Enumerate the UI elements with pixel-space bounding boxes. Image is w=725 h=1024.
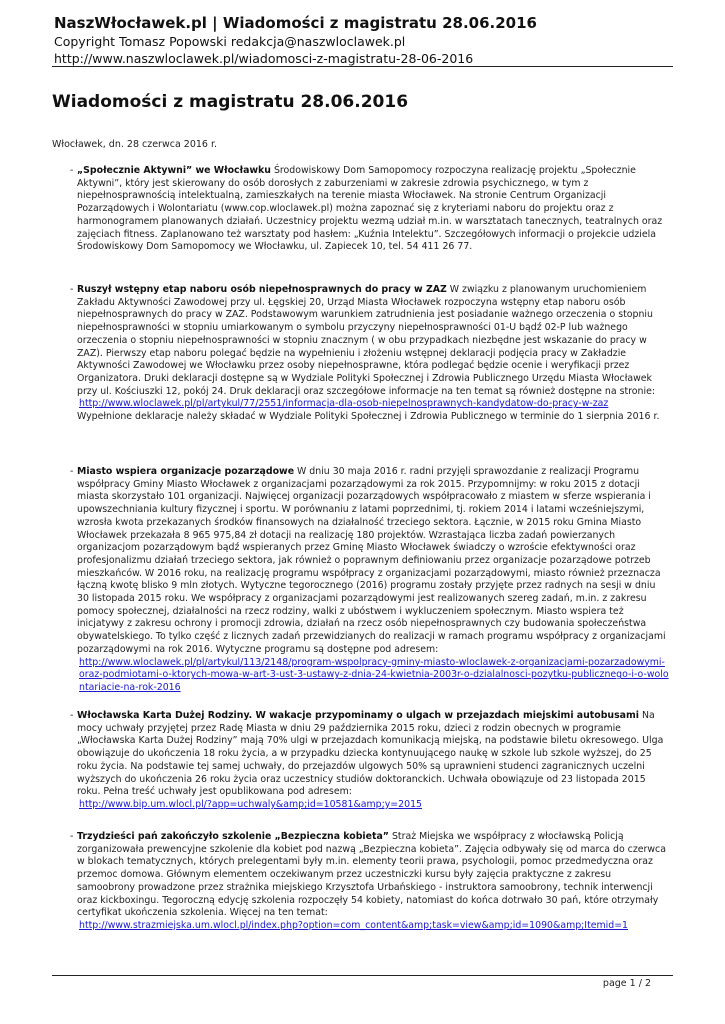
list-item	[70, 284, 670, 424]
item-heading: „Społecznie Aktywni” we Włocławku	[77, 165, 271, 176]
list-item	[70, 710, 670, 812]
footer-divider	[52, 975, 673, 976]
list-bullet: -	[70, 831, 74, 842]
item-body-continued: Wypełnione deklaracje należy składać w Wydziale Polityki Społecznej i Zdrowia Publicznego w terminie do 1 sierpnia 2016 r.	[77, 411, 660, 423]
item-body: Środowiskowy Dom Samopomocy rozpoczyna realizację projektu „Społecznie Aktywni”, który jest skierowany do osób dorosłych z zaburzeniami w zakresie zdrowia psychicznego, w tym z niepełnosprawnością intelektualną, zamieszkałych na terenie miasta Włocławek. Na stronie Centrum Organizacji Pozarządowych i Wolontariatu (www.cop.wloclawek.pl) można zapoznać się z kryteriami naboru do projektu oraz z harmonogramem planowanych działań. Uczestnicy projektu wezmą udział m.in. w warsztatach tanecznych, teatralnych oraz zajęciach fitness. Zaplanowano też warsztaty pod hasłem: „Kuźnia Intelektu”. Szczegółowych informacji o projekcie udziela Środowiskowy Dom Samopomocy we Włocławku, ul. Zapiecek 10, tel. 54 411 26 77.	[77, 165, 663, 253]
item-link[interactable]: http://www.bip.um.wlocl.pl/?app=uchwaly&amp;id=10581&amp;y=2015	[79, 798, 423, 810]
item-body: Straż Miejska we współpracy z włocławską Policją zorganizowała prewencyjne szkolenie dla kobiet pod nazwą „Bezpieczna kobieta”. Zajęcia odbywały się od marca do czerwca w blokach tematycznych, których prelegentami były m.in. elementy teorii prawa, psychologii, pomoc przedmedyczna oraz przemoc domowa. Głównym elementem oczekiwanym przez uczestniczki kursu były zajęcia praktyczne z zakresu samoobrony prowadzone przez strażnika miejskiego Krzysztofa Urbańskiego - instruktora samoobrony, technik interwencji oraz kickboxingu. Tegoroczną edycję szkolenia rozpoczęły 54 kobiety, natomiast do końca dotrwało 30 pań, które otrzymały certyfikat ukończenia szkolenia. Więcej na ten temat:	[77, 831, 666, 919]
list-bullet: -	[70, 165, 74, 176]
document-header	[54, 14, 674, 67]
list-bullet: -	[70, 710, 74, 721]
header-divider	[52, 66, 673, 67]
page-number: page 1 / 2	[602, 978, 651, 989]
item-body: W związku z planowanym uruchomieniem Zakładu Aktywności Zawodowej przy ul. Łęgskiej 20, Urząd Miasta Włocławek rozpoczyna wstępny etap naboru osób niepełnosprawnych do pracy w ZAZ. Podstawowym warunkiem zatrudnienia jest posiadanie ważnego orzeczenia o stopniu niepełnosprawności w stopniu umiarkowanym o symbolu przyczyny niepełnosprawności 01-U bądź 02-P lub ważnego orzeczenia o stopniu niepełnosprawności w stopniu znacznym ( w obu przypadkach niezbędne jest wskazanie do pracy w ZAZ). Pierwszy etap naboru polegać będzie na wypełnieniu i złożeniu wstępnej deklaracji podjęcia pracy w Zakładzie Aktywności Zawodowej we Włocławku przez osoby niepełnosprawne, która podlegać będzie ocenie i weryfikacji przez Organizatora. Druki deklaracji dostępne są w Wydziale Polityki Społecznej i Zdrowia Publicznego Urzędu Miasta Włocławek przy ul. Kościuszki 12, pokój 24. Druk deklaracji oraz szczegółowe informacje na ten temat są również dostępne na stronie:	[77, 284, 655, 397]
copyright-line: Copyright Tomasz Popowski redakcja@naszwloclawek.pl	[54, 34, 406, 49]
item-heading: Włocławska Karta Dużej Rodziny. W wakacje przypominamy o ulgach w przejazdach miejskimi autobusami	[77, 710, 639, 721]
dateline: Włocławek, dn. 28 czerwca 2016 r.	[52, 139, 218, 150]
item-heading: Miasto wspiera organizacje pozarządowe	[77, 466, 295, 477]
list-item	[70, 831, 670, 933]
item-link[interactable]: http://www.wloclawek.pl/pl/artykul/77/2551/informacja-dla-osob-niepelnosprawnych-kandydatow-do-pracy-w-zaz	[79, 398, 609, 410]
item-body: W dniu 30 maja 2016 r. radni przyjęli sprawozdanie z realizacji Programu współpracy Gminy Miasto Włocławek z organizacjami pozarządowymi za rok 2015. Przypomnijmy: w roku 2015 z dotacji miasta skorzystało 101 organizacji. Najwięcej organizacji pozarządowych współpracowało z miastem w sferze wspierania i upowszechniania kultury fizycznej i sportu. W porównaniu z latami poprzednimi, tj. rokiem 2014 i latami wcześniejszymi, wzrosła kwota przekazanych środków finansowych na działalność trzeciego sektora. Łącznie, w 2015 roku Gmina Miasto Włocławek przekazała 8 965 975,84 zł dotacji na realizację 180 projektów. Wzrastająca liczba zadań powierzanych organizacjom pozarządowym bądź wspieranych przez Gminę Miasto Włocławek świadczy o wzroście efektywności oraz profesjonalizmu działań trzeciego sektora, jak również o poprawnym definiowaniu przez organizacje pozarządowe potrzeb mieszkańców. W 2016 roku, na realizację programu współpracy z organizacjami pozarządowymi, miasto również przeznacza łączną kwotę blisko 9 mln złotych. Wytyczne tegorocznego (2016) programu zostały przyjęte przez radnych na sesji w dniu 30 listopada 2015 roku. We współpracy z organizacjami pozarządowymi jest realizowanych szereg zadań, m.in. z zakresu pomocy społecznej, działalności na rzecz rodziny, walki z ubóstwem i wykluczeniem społecznym. Miasto wspiera też inicjatywy z zakresu ochrony i promocji zdrowia, działań na rzecz osób niepełnosprawnych czy budowania społeczeństwa obywatelskiego. To tylko część z licznych zadań przewidzianych do realizacji w ramach programu współpracy z organizacjami pozarządowymi na rok 2016. Wytyczne programu są dostępne pod adresem:	[77, 466, 666, 655]
list-bullet: -	[70, 466, 74, 477]
page-title: Wiadomości z magistratu 28.06.2016	[52, 92, 409, 112]
site-title: NaszWłocławek.pl | Wiadomości z magistratu 28.06.2016	[54, 14, 537, 32]
item-heading: Trzydzieści pań zakończyło szkolenie „Bezpieczna kobieta”	[77, 831, 389, 842]
item-link[interactable]: http://www.strazmiejska.um.wlocl.pl/index.php?option=com_content&amp;task=view&amp;id=1090&amp;Itemid=1	[79, 919, 629, 931]
item-heading: Ruszył wstępny etap naboru osób niepełnosprawnych do pracy w ZAZ	[77, 284, 447, 295]
item-body: Na mocy uchwały przyjętej przez Radę Miasta w dniu 29 października 2015 roku, dzieci z rodzin obecnych w programie „Włocławska Karta Dużej Rodziny” mają 70% ulgi w przejazdach komunikacją miejską, na podstawie biletu okresowego. Ulga obowiązuje do ukończenia 18 roku życia, a w przypadku dziecka kontynuującego naukę w szkole lub szkole wyższej, do 25 roku życia. Na podstawie tej samej uchwały, do przejazdów ulgowych 50% są uprawnieni studenci zagranicznych uczelni wyższych do ukończenia 26 roku życia oraz uczestnicy studiów doktoranckich. Uchwała obowiązuje od 23 listopada 2015 roku. Pełna treść uchwały jest opublikowana pod adresem:	[77, 710, 664, 798]
list-item	[70, 466, 670, 695]
list-bullet: -	[70, 284, 74, 295]
list-item	[70, 165, 670, 254]
item-link[interactable]: http://www.wloclawek.pl/pl/artykul/113/2148/program-wspolpracy-gminy-miasto-wloclawek-z-organizacjami-pozarzadowymi-oraz-podmiotami-o-ktorych-mowa-w-art-3-ust-3-ustawy-z-dnia-24-kwietnia-2003r-o-dzialalnosci-pozytku-publicznego-i-o-wolontariacie-na-rok-2016	[79, 656, 669, 693]
source-url: http://www.naszwloclawek.pl/wiadomosci-z-magistratu-28-06-2016	[54, 51, 474, 66]
